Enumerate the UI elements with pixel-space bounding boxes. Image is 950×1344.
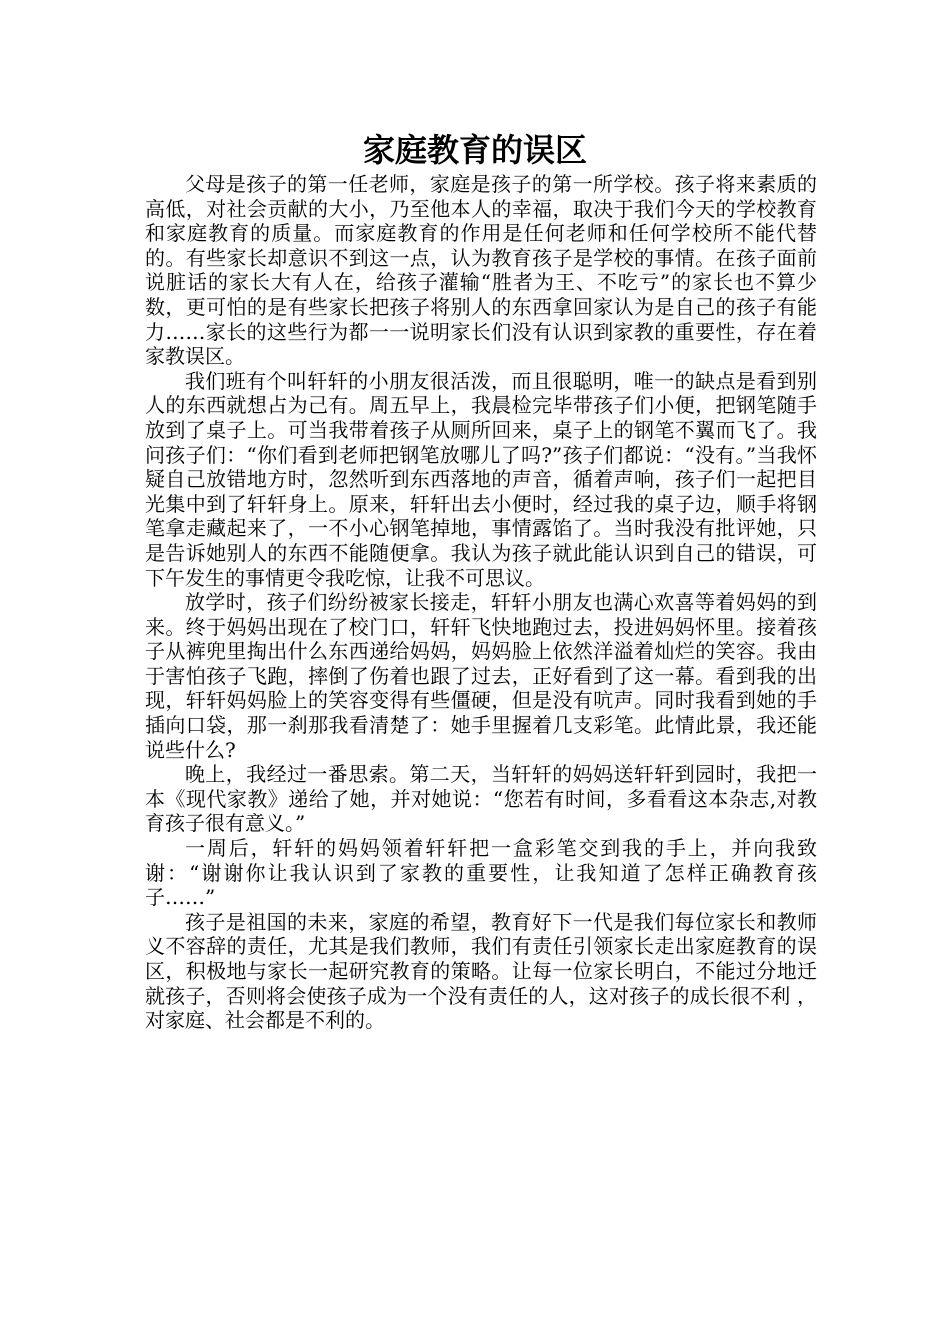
paragraph-one-week-later: 一周后，轩轩的妈妈领着轩轩把一盒彩笔交到我的手上，并向我致谢：“谢谢你让我认识到了家教的重要性，让我知道了怎样正确教育孩子……”: [145, 836, 817, 910]
paragraph-next-day: 晚上，我经过一番思索。第二天，当轩轩的妈妈送轩轩到园时，我把一本《现代家教》递给了她，并对她说：“您若有时间，多看看这本杂志,对教育孩子很有意义。”: [145, 762, 817, 836]
paragraph-after-school: 放学时，孩子们纷纷被家长接走，轩轩小朋友也满心欢喜等着妈妈的到来。终于妈妈出现在了校门口，轩轩飞快地跑过去，投进妈妈怀里。接着孩子从裤兜里掏出什么东西递给妈妈，妈妈脸上依然洋溢着灿烂的笑容。我由于害怕孩子飞跑，摔倒了伤着也跟了过去，正好看到了这一幕。看到我的出现，轩轩妈妈脸上的笑容变得有些僵硬，但是没有吭声。同时我看到她的手插向口袋，那一刹那我看清楚了：她手里握着几支彩笔。此情此景，我还能说些什么?: [145, 590, 817, 762]
paragraph-conclusion: 孩子是祖国的未来，家庭的希望，教育好下一代是我们每位家长和教师义不容辞的责任，尤其是我们教师，我们有责任引领家长走出家庭教育的误区，积极地与家长一起研究教育的策略。让每一位家长明白，不能过分地迁就孩子，否则将会使孩子成为一个没有责任的人，这对孩子的成长很不利 ，对家庭、社会都是不利的。: [145, 909, 817, 1033]
document-body: [145, 172, 817, 1033]
document-title: 家庭教育的误区: [362, 131, 587, 169]
paragraph-pen-incident: 我们班有个叫轩轩的小朋友很活泼，而且很聪明，唯一的缺点是看到别人的东西就想占为己有。周五早上，我晨检完毕带孩子们小便，把钢笔随手放到了桌子上。可当我带着孩子从厕所回来，桌子上的钢笔不翼而飞了。我问孩子们：“你们看到老师把钢笔放哪儿了吗?”孩子们都说：“没有。”当我怀疑自己放错地方时，忽然听到东西落地的声音，循着声响，孩子们一起把目光集中到了轩轩身上。原来，轩轩出去小便时，经过我的桌子边，顺手将钢笔拿走藏起来了，一不小心钢笔掉地，事情露馅了。当时我没有批评她，只是告诉她别人的东西不能随便拿。我认为孩子就此能认识到自己的错误，可下午发生的事情更令我吃惊，让我不可思议。: [145, 368, 817, 590]
paragraph-intro: 父母是孩子的第一任老师，家庭是孩子的第一所学校。孩子将来素质的高低，对社会贡献的大小，乃至他本人的幸福，取决于我们今天的学校教育和家庭教育的质量。而家庭教育的作用是任何老师和任何学校所不能代替的。有些家长却意识不到这一点，认为教育孩子是学校的事情。在孩子面前说脏话的家长大有人在，给孩子灌输“胜者为王、不吃亏”的家长也不算少数，更可怕的是有些家长把孩子将别人的东西拿回家认为是自己的孩子有能力……家长的这些行为都一一说明家长们没有认识到家教的重要性，存在着家教误区。: [145, 172, 817, 369]
